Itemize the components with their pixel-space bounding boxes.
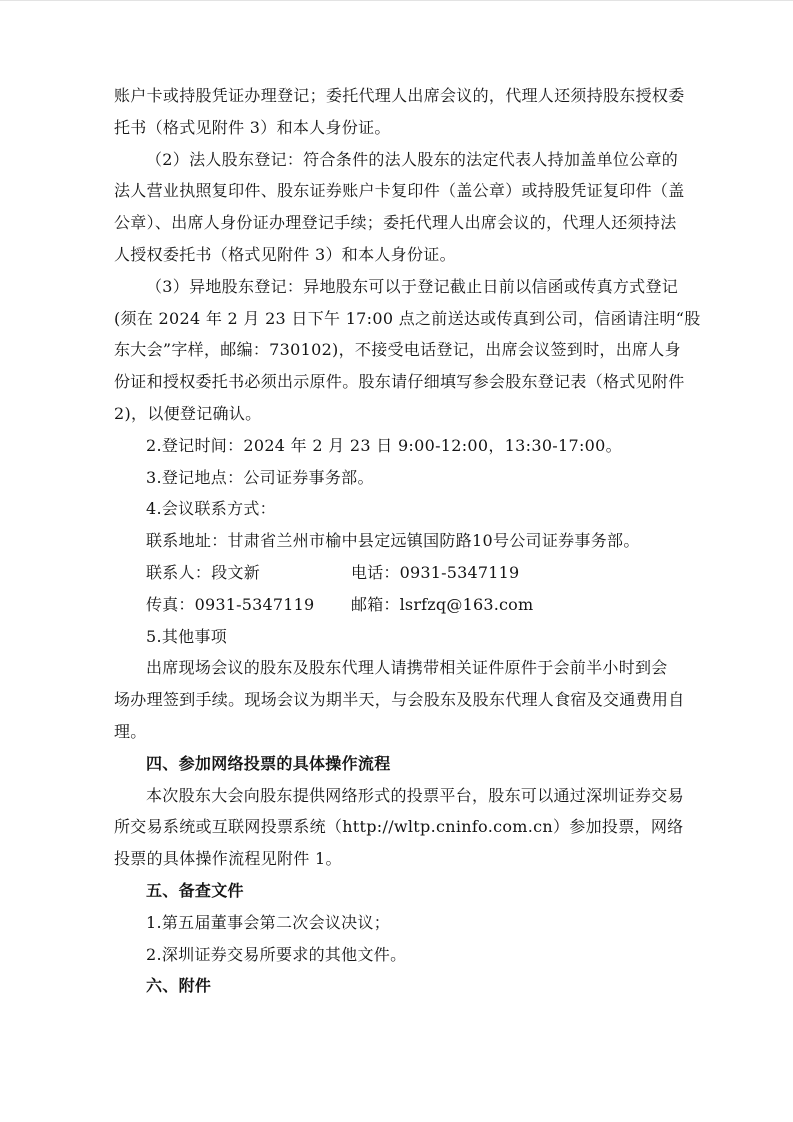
corporate-registration-paragraph-start: （2）法人股东登记：符合条件的法人股东的法定代表人持加盖单位公章的 xyxy=(146,149,679,169)
body-line: 账户卡或持股凭证办理登记；委托代理人出席会议的，代理人还须持股东授权委 xyxy=(114,86,685,105)
body-line: 理。 xyxy=(114,721,147,741)
body-line: 投票的具体操作流程见附件 1。 xyxy=(114,849,342,869)
body-line: (须在 2024 年 2 月 23 日下午 17:00 点之前送达或传真到公司，信函请注明“股 xyxy=(114,308,701,328)
contact-row-1 xyxy=(114,557,686,589)
body-line: 公章）、出席人身份证办理登记手续；委托代理人出席会议的，代理人还须持法 xyxy=(114,213,677,233)
body-line: 东大会”字样，邮编：730102)，不接受电话登记，出席会议签到时，出席人身 xyxy=(114,340,681,360)
contact-fax-value: 传真：0931-5347119 xyxy=(146,594,315,614)
body-line: 所交易系统或互联网投票系统（http://wltp.cninfo.com.cn）参加投票，网络 xyxy=(114,817,684,837)
registration-time-item: 2.登记时间：2024 年 2 月 23 日 9:00-12:00，13:30-17:00。 xyxy=(146,435,622,455)
contact-email-value: 邮箱：lsrfzq@163.com xyxy=(351,594,534,614)
reference-document-item-2: 2.深圳证券交易所要求的其他文件。 xyxy=(146,944,407,964)
reference-document-item-1: 1.第五届董事会第二次会议决议； xyxy=(146,912,391,932)
section-heading-reference-documents: 五、备查文件 xyxy=(146,880,244,900)
contact-person-value: 联系人：段文新 xyxy=(146,562,261,582)
remote-registration-paragraph-start: （3）异地股东登记：异地股东可以于登记截止日前以信函或传真方式登记 xyxy=(146,276,679,296)
body-line: 场办理签到手续。现场会议为期半天，与会股东及股东代理人食宿及交通费用自 xyxy=(114,690,685,710)
registration-place-item: 3.登记地点：公司证券事务部。 xyxy=(146,467,374,487)
online-voting-paragraph-start: 本次股东大会向股东提供网络形式的投票平台，股东可以通过深圳证券交易 xyxy=(146,785,684,805)
section-heading-online-voting: 四、参加网络投票的具体操作流程 xyxy=(146,753,391,773)
contact-method-item: 4.会议联系方式： xyxy=(146,499,276,519)
contact-row-2 xyxy=(114,589,686,621)
body-line: 份证和授权委托书必须出示原件。股东请仔细填写参会股东登记表（格式见附件 xyxy=(114,372,685,392)
body-line: 2)，以便登记确认。 xyxy=(114,403,262,423)
other-matters-item: 5.其他事项 xyxy=(146,626,228,646)
document-body xyxy=(114,0,701,1002)
other-matters-paragraph-start: 出席现场会议的股东及股东代理人请携带相关证件原件于会前半小时到会 xyxy=(146,658,668,678)
body-line: 人授权委托书（格式见附件 3）和本人身份证。 xyxy=(114,244,456,264)
section-heading-attachments: 六、附件 xyxy=(146,976,212,996)
body-line: 托书（格式见附件 3）和本人身份证。 xyxy=(114,117,391,137)
body-line: 法人营业执照复印件、股东证券账户卡复印件（盖公章）或持股凭证复印件（盖 xyxy=(114,181,685,201)
contact-address-line: 联系地址：甘肃省兰州市榆中县定远镇国防路10号公司证券事务部。 xyxy=(146,531,640,551)
contact-phone-value: 电话：0931-5347119 xyxy=(351,562,520,582)
